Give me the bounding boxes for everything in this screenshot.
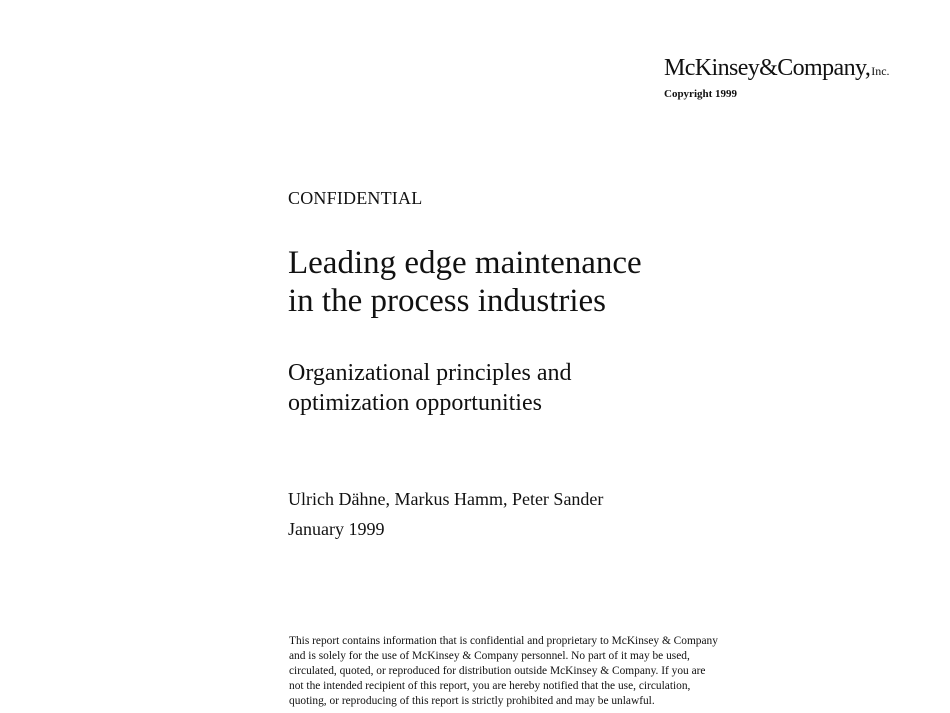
disclaimer-line: circulated, quoted, or reproduced for distribution outside McKinsey & Company. If you are bbox=[289, 665, 706, 677]
publication-date: January 1999 bbox=[288, 519, 385, 539]
title-line: in the process industries bbox=[288, 283, 607, 319]
title-line: Leading edge maintenance bbox=[288, 245, 642, 281]
disclaimer-line: This report contains information that is confidential and proprietary to McKinsey & Company bbox=[289, 635, 718, 647]
subtitle-line: optimization opportunities bbox=[288, 390, 542, 416]
disclaimer-line: quoting, or reproducing of this report is strictly prohibited and may be unlawful. bbox=[289, 695, 655, 707]
confidentiality-disclaimer bbox=[289, 634, 849, 709]
copyright-notice: Copyright 1999 bbox=[664, 88, 738, 100]
disclaimer-line: and is solely for the use of McKinsey & Company personnel. No part of it may be used, bbox=[289, 650, 690, 662]
document-subtitle bbox=[288, 358, 808, 418]
authors: Ulrich Dähne, Markus Hamm, Peter Sander bbox=[288, 489, 604, 509]
disclaimer-line: not the intended recipient of this report, you are hereby notified that the use, circulation, bbox=[289, 680, 691, 692]
company-logo bbox=[664, 56, 890, 80]
document-title bbox=[288, 244, 808, 320]
logo-suffix: Inc. bbox=[871, 64, 890, 78]
subtitle-line: Organizational principles and bbox=[288, 360, 572, 386]
logo-wordmark: McKinsey&Company, bbox=[664, 55, 871, 81]
confidential-label: CONFIDENTIAL bbox=[288, 188, 423, 208]
